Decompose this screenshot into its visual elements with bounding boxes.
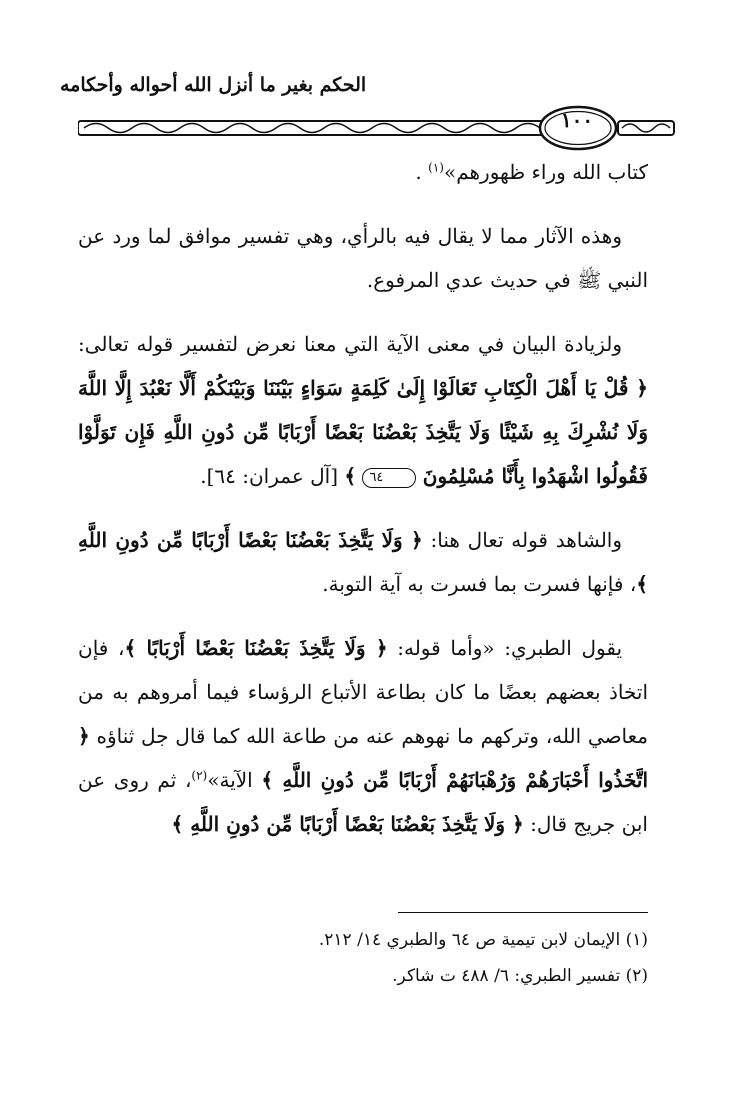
footnote: (٢) تفسير الطبري: ٦/ ٤٨٨ ت شاكر. <box>392 966 648 986</box>
paragraph <box>78 322 648 498</box>
paragraph-text: ، فإن اتخاذ بعضهم بعضًا ما كان بطاعة الأتباع الرؤساء فيما أمروهم به من معاصي الله، وتركهم ما نهوهم عنه من طاعة الله كما قال جل ثناؤه <box>78 636 649 748</box>
quote-end-text: كتاب الله وراء ظهورهم» <box>443 160 648 184</box>
footnote-ref: (١) <box>428 160 444 175</box>
paragraph-text: الآية» <box>207 768 253 792</box>
quran-bracket: ﴾ <box>344 464 357 488</box>
punctuation: . <box>415 160 422 184</box>
quran-verse: ﴿ وَلَا يَتَّخِذَ بَعْضُنَا بَعْضًا أَرْبَابًا ﴾ <box>124 636 388 660</box>
footnotes <box>200 922 648 994</box>
paragraph <box>78 150 648 194</box>
paragraph <box>78 518 648 606</box>
paragraph <box>78 626 648 846</box>
footnote-ref: (٢) <box>191 768 208 783</box>
paragraph <box>78 214 648 302</box>
footnote-separator <box>398 912 648 913</box>
quran-verse: ﴿ قُلْ يَا أَهْلَ الْكِتَابِ تَعَالَوْا إِلَىٰ كَلِمَةٍ سَوَاءٍ بَيْنَنَا وَبَيْنَكُمْ أَلَّا نَعْبُدَ إِلَّا اللَّهَ وَلَا نُشْرِكَ بِهِ شَيْئًا وَلَا يَتَّخِذَ بَعْضُنَا بَعْضًا أَرْبَابًا مِّن دُونِ اللَّهِ فَإِن تَوَلَّوْا فَقُولُوا اشْهَدُوا بِأَنَّا مُسْلِمُونَ <box>78 376 648 488</box>
ayah-number-badge: ٦٤ <box>362 468 416 488</box>
quran-verse: ﴿ وَلَا يَتَّخِذَ بَعْضُنَا بَعْضًا أَرْبَابًا مِّن دُونِ اللَّهِ ﴾ <box>171 812 524 836</box>
running-title: الحكم بغير ما أنزل الله أحواله وأحكامه <box>60 74 367 96</box>
paragraph-text: وهذه الآثار مما لا يقال فيه بالرأي، وهي تفسير موافق لما ورد عن النبي ﷺ في حديث عدي المرفوع. <box>78 224 648 292</box>
paragraph-text: ، ثم روى عن ابن جريج قال: <box>78 768 648 836</box>
paragraph-text: ، فإنها فسرت بما فسرت به آية التوبة. <box>322 572 637 596</box>
quran-verse: ﴿ اتَّخَذُوا أَحْبَارَهُمْ وَرُهْبَانَهُمْ أَرْبَابًا مِّن دُونِ اللَّهِ ﴾ <box>78 724 648 792</box>
paragraph-text: يقول الطبري: «وأما قوله: <box>397 636 623 660</box>
paragraph-text: ولزيادة البيان في معنى الآية التي معنا نعرض لتفسير قوله تعالى: <box>78 332 622 356</box>
page-number: ١٠٠ <box>560 108 594 132</box>
body-text <box>78 150 648 866</box>
verse-citation: [آل عمران: ٦٤]. <box>200 464 339 488</box>
paragraph-text: والشاهد قوله تعال هنا: <box>430 528 623 552</box>
quran-verse: ﴿ وَلَا يَتَّخِذَ بَعْضُنَا بَعْضًا أَرْبَابًا مِّن دُونِ اللَّهِ ﴾ <box>78 528 648 596</box>
footnote: (١) الإيمان لابن تيمية ص ٦٤ والطبري ١٤/ ٢١٢. <box>318 930 648 950</box>
